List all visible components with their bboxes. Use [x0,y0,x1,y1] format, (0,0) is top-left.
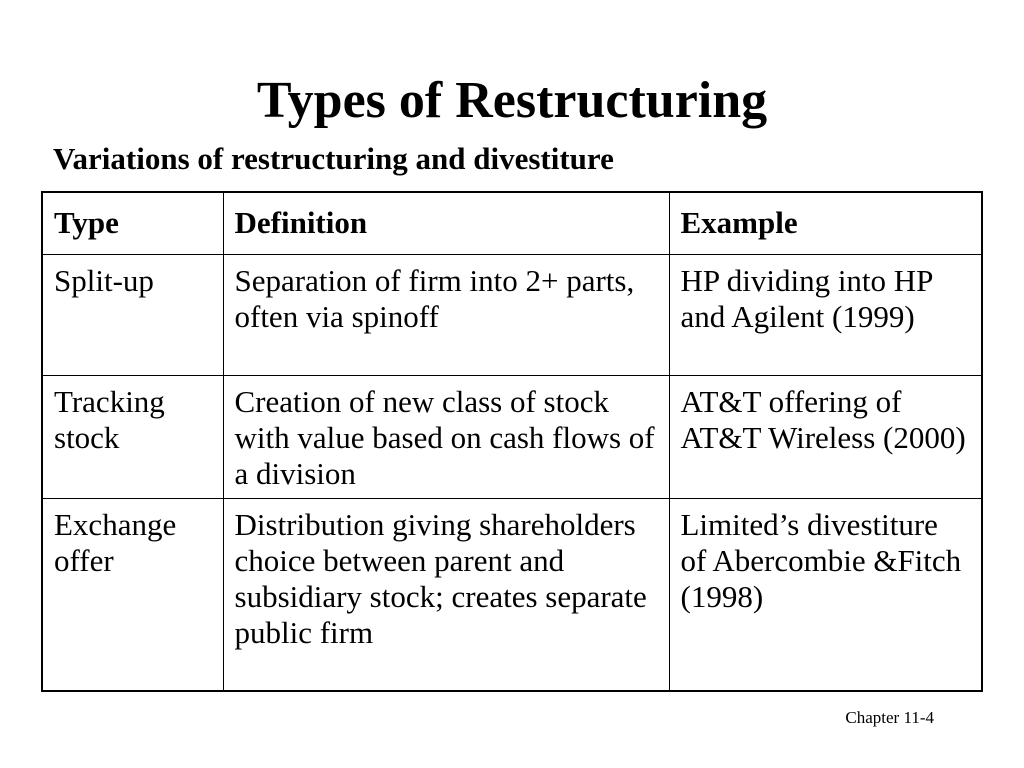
header-type: Type [43,193,223,254]
definition-cell: Distribution giving shareholders choice between parent and subsidiary stock; creates separate public firm [223,498,669,692]
slide-footer: Chapter 11-4 [845,708,934,727]
table-row [43,375,981,498]
slide-title: Types of Restructuring [256,72,768,129]
header-example: Example [669,193,981,254]
definition-cell: Creation of new class of stock with value based on cash flows of a division [223,375,669,498]
slide-subtitle: Variations of restructuring and divestiture [53,141,614,176]
table-row [43,254,981,375]
type-cell: Exchange offer [43,498,223,692]
definition-cell: Separation of firm into 2+ parts, often via spinoff [223,254,669,375]
example-cell: Limited’s divestiture of Abercombie &Fitch (1998) [669,498,981,692]
restructuring-table-frame [41,191,983,692]
header-definition: Definition [223,193,669,254]
type-cell: Split-up [43,254,223,375]
restructuring-table [43,193,981,692]
table-row [43,498,981,692]
type-cell: Tracking stock [43,375,223,498]
table-header-row [43,193,981,254]
example-cell: HP dividing into HP and Agilent (1999) [669,254,981,375]
example-cell: AT&T offering of AT&T Wireless (2000) [669,375,981,498]
